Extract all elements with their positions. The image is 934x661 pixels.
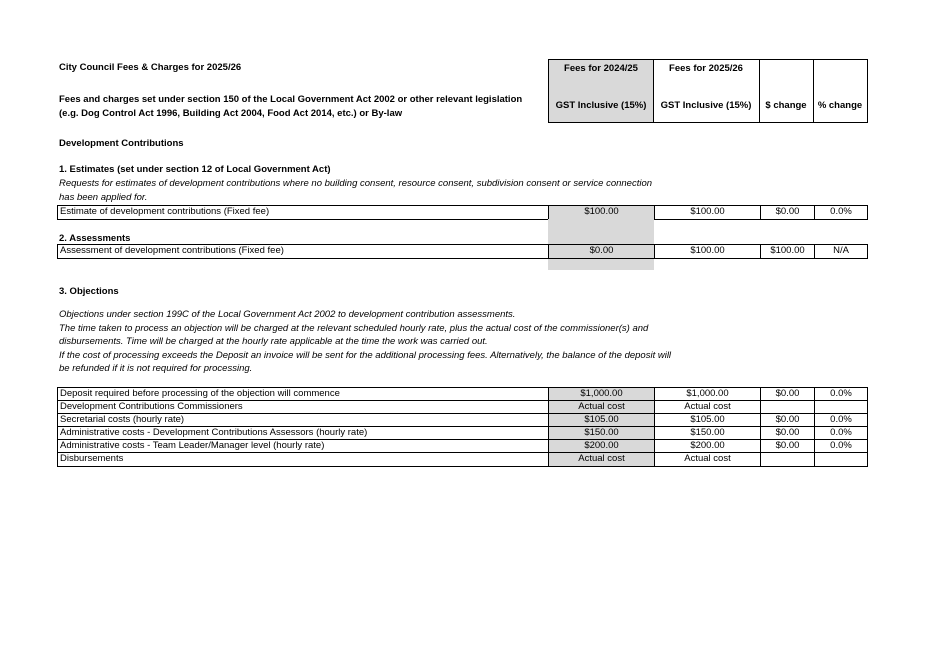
objections-description-line: If the cost of processing exceeds the Deposit an invoice will be sent for the additional processing fees. Alternatively, the balance of the deposit will [59,349,672,361]
objections-description-line: The time taken to process an objection will be charged at the relevant scheduled hourly rate, plus the actual cost of the commissioner(s) and [59,322,649,334]
header-fees-2025-26-label: Fees for 2025/26 [669,63,743,74]
fee-item: Disbursements [57,453,548,466]
table-row [57,439,868,453]
table-row [57,400,868,414]
table-row [57,205,868,220]
fee-2024-25: Actual cost [548,401,654,414]
fee-item: Development Contributions Commissioners [57,401,548,414]
fee-2024-25: $0.00 [548,245,654,258]
table-row [57,426,868,440]
dollar-change: $0.00 [760,414,814,427]
dollar-change: $0.00 [760,388,814,401]
page-title: City Council Fees & Charges for 2025/26 [59,62,242,73]
header-dollar-change [759,59,814,123]
objections-description-line: be refunded if it is not required for processing. [59,363,253,374]
objections-description-line: Objections under section 199C of the Local Government Act 2002 to development contribution assessments. [59,309,516,320]
table-row [57,244,868,259]
header-pct-change-label: % change [817,100,863,111]
fee-2024-25: $150.00 [548,427,654,440]
fee-item: Administrative costs - Team Leader/Manager level (hourly rate) [57,440,548,453]
header-pct-change [813,59,868,123]
objections-heading: 3. Objections [59,286,119,297]
header-gst-2025-26: GST Inclusive (15%) [660,100,752,111]
fee-2025-26: $1,000.00 [654,388,760,401]
fee-2025-26: $100.00 [654,245,760,258]
page-subtitle: Fees and charges set under section 150 of the Local Government Act 2002 or other relevant legislation (e.g. Dog Control Act 1996, Building Act 2004, Food Act 2014, etc.) or By-law [59,94,523,119]
pct-change: 0.0% [814,388,868,401]
header-fees-2024-25-label: Fees for 2024/25 [564,63,638,74]
estimates-heading: 1. Estimates (set under section 12 of Local Government Act) [59,164,331,175]
fee-item: Administrative costs - Development Contributions Assessors (hourly rate) [57,427,548,440]
objections-description-line: disbursements. Time will be charged at the hourly rate applicable at the time the work was carried out. [59,336,488,347]
table-row [57,413,868,427]
fee-2024-25: $105.00 [548,414,654,427]
fee-2025-26: $100.00 [654,206,760,219]
pct-change [814,453,868,466]
fee-2025-26: $150.00 [654,427,760,440]
dollar-change [760,453,814,466]
objections-description [59,308,699,376]
grey-spacer [548,219,654,244]
header-fees-2025-26 [653,59,760,123]
header-gst-2024-25: GST Inclusive (15%) [555,100,647,111]
assessments-heading: 2. Assessments [59,233,131,244]
fee-2024-25: Actual cost [548,453,654,466]
fee-2024-25: $200.00 [548,440,654,453]
fee-item: Secretarial costs (hourly rate) [57,414,548,427]
table-row [57,452,868,467]
fee-2024-25: $1,000.00 [548,388,654,401]
header-dollar-change-label: $ change [765,100,807,111]
dollar-change: $100.00 [760,245,814,258]
fee-item: Assessment of development contributions (Fixed fee) [57,245,548,258]
section-heading: Development Contributions [59,138,184,149]
table-row [57,387,868,401]
estimates-description: Requests for estimates of development contributions where no building consent, resource consent, subdivision consent or service connection has been applied for. [59,178,653,203]
fee-item: Deposit required before processing of the objection will commence [57,388,548,401]
fee-2025-26: $200.00 [654,440,760,453]
fee-2025-26: Actual cost [654,401,760,414]
fee-2025-26: $105.00 [654,414,760,427]
fee-item: Estimate of development contributions (Fixed fee) [57,206,548,219]
pct-change: 0.0% [814,427,868,440]
fee-2024-25: $100.00 [548,206,654,219]
grey-spacer [548,259,654,270]
pct-change: 0.0% [814,440,868,453]
pct-change: 0.0% [814,414,868,427]
pct-change: N/A [814,245,868,258]
dollar-change: $0.00 [760,206,814,219]
fee-2025-26: Actual cost [654,453,760,466]
dollar-change: $0.00 [760,427,814,440]
dollar-change: $0.00 [760,440,814,453]
header-fees-2024-25 [548,59,654,123]
pct-change: 0.0% [814,206,868,219]
